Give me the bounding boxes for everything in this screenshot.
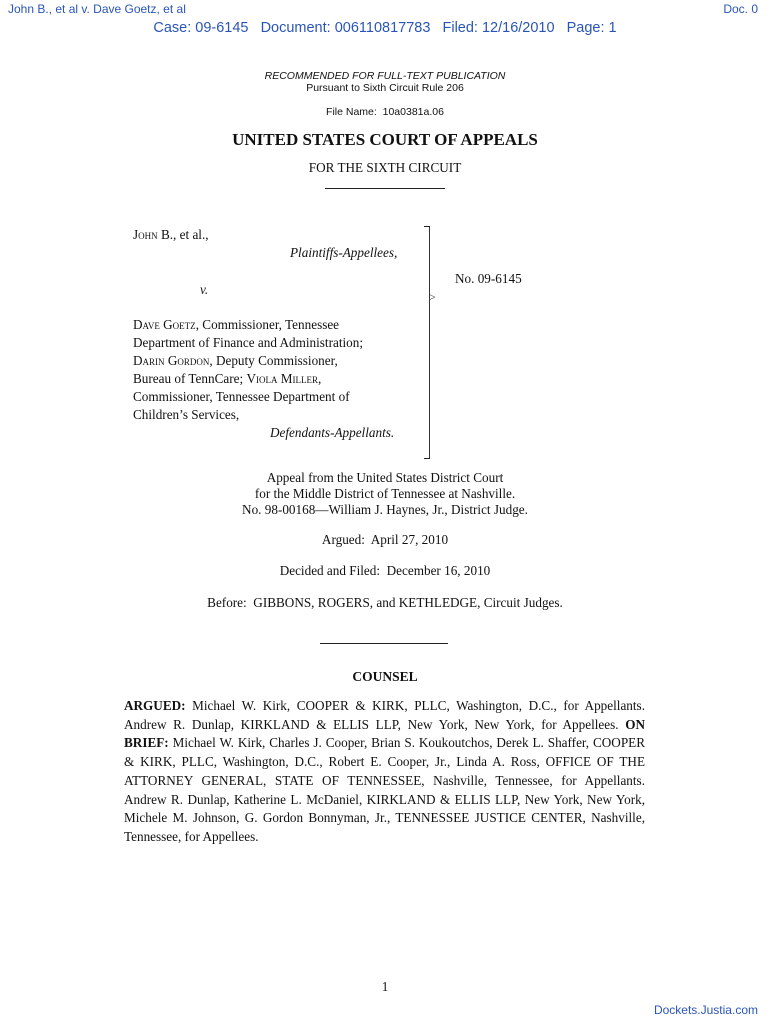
appeal-line-3: No. 98-00168—William J. Haynes, Jr., District Judge.: [242, 502, 528, 517]
defendant-line: Darin Gordon, Deputy Commissioner,: [133, 353, 338, 368]
circuit-underline: [325, 188, 445, 189]
caption-brace-point: >: [429, 290, 436, 304]
caption-brace: [429, 226, 430, 458]
publication-recommendation: RECOMMENDED FOR FULL-TEXT PUBLICATION: [264, 70, 506, 82]
decided-date: Decided and Filed: December 16, 2010: [279, 563, 491, 578]
caption-brace-bottom: [424, 458, 430, 459]
versus: v.: [200, 282, 209, 297]
panel-judges: Before: GIBBONS, ROGERS, and KETHLEDGE, Circuit Judges.: [207, 595, 563, 610]
publication-rule: Pursuant to Sixth Circuit Rule 206: [306, 82, 464, 94]
counsel-heading: COUNSEL: [352, 669, 418, 684]
file-name: File Name: 10a0381a.06: [326, 106, 444, 118]
argued-label: ARGUED:: [124, 698, 186, 713]
defendant-line: Dave Goetz, Commissioner, Tennessee: [133, 317, 340, 332]
counsel-paragraph: [124, 697, 645, 847]
plaintiff-name: John B., et al.,: [133, 227, 209, 242]
on-brief-text: Michael W. Kirk, Charles J. Cooper, Brian S. Koukoutchos, Derek L. Shaffer, COOPER & KIRK, PLLC, Washington, D.C., Robert E. Cooper, Jr., Linda A. Ross, OFFICE OF THE ATTORNEY GENERAL, STATE OF TENNESSEE, Nashville, Tennessee, for Appellants. Andrew R. Dunlap, Katherine L. McDaniel, KIRKLAND & ELLIS LLP, New York, New York, Michele M. Johnson, G. Gordon Bonnyman, Jr., TENNESSEE JUSTICE CENTER, Nashville, Tennessee, for Appellees.: [124, 735, 645, 844]
argued-date: Argued: April 27, 2010: [321, 532, 449, 547]
caption-brace-top: [424, 226, 430, 227]
plaintiff-role: Plaintiffs-Appellees,: [290, 245, 398, 260]
appeal-line-1: Appeal from the United States District Court: [266, 470, 504, 485]
defendant-line: Commissioner, Tennessee Department of: [133, 389, 350, 404]
defendant-line: Children’s Services,: [133, 407, 240, 422]
defendant-line: Bureau of TennCare; Viola Miller,: [133, 371, 322, 386]
court-name: UNITED STATES COURT OF APPEALS: [232, 130, 538, 149]
defendant-role: Defendants-Appellants.: [270, 425, 395, 440]
case-number: No. 09-6145: [455, 271, 522, 286]
justia-source-link[interactable]: Dockets.Justia.com: [653, 1003, 758, 1017]
case-stamp-line: Case: 09-6145 Document: 006110817783 Filed: 12/16/2010 Page: 1: [153, 20, 617, 36]
case-short-title-link[interactable]: John B., et al v. Dave Goetz, et al: [8, 2, 186, 16]
defendant-line: Department of Finance and Administration;: [133, 335, 363, 350]
appeal-line-2: for the Middle District of Tennessee at Nashville.: [254, 486, 516, 501]
page-number: 1: [381, 979, 389, 994]
doc-label-link[interactable]: Doc. 0: [723, 2, 758, 16]
court-circuit: FOR THE SIXTH CIRCUIT: [308, 160, 462, 175]
on-brief-label: ON BRIEF:: [124, 716, 645, 751]
defendants-list: [133, 316, 363, 424]
argued-text: Michael W. Kirk, COOPER & KIRK, PLLC, Washington, D.C., for Appellants. Andrew R. Dunlap, KIRKLAND & ELLIS LLP, New York, New York, for Appellees.: [124, 698, 645, 732]
section-divider: [320, 643, 448, 644]
